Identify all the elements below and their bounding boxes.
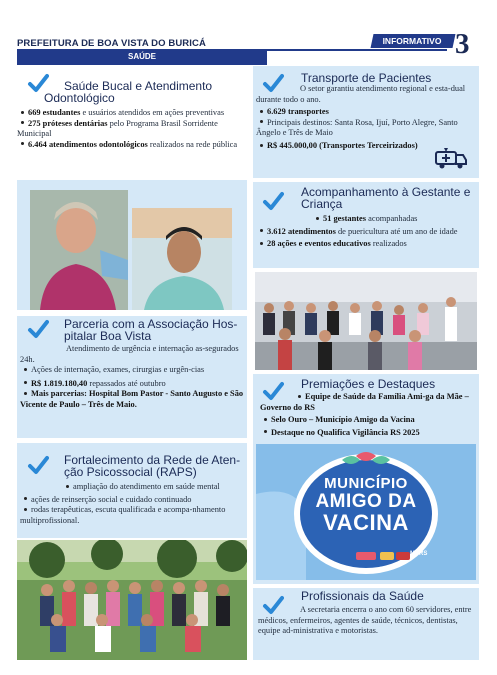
title-line: pitalar Boa Vista [64,329,152,343]
section-title-transporte: Transporte de Pacientes [301,71,432,85]
section-title-parceria [64,318,249,342]
bucal-list [17,108,247,150]
vacina-badge-image [256,444,476,580]
list-item: 51 gestantes acompanhadas [256,214,478,225]
transporte-intro: O setor garantiu atendimento regional e esta-dual durante todo o ano. [256,84,466,104]
list-item: Mais parcerias: Hospital Bom Pastor - Santo Augusto e São Vicente de Paulo – Três de Maio. [20,389,244,409]
list-item: 28 ações e eventos educativos realizados [256,239,478,250]
badge-line: AMIGO DA [315,491,417,512]
list-item: Destaque no Qualifica Vigilância RS 2025 [260,428,476,439]
list-item: R$ 1.819.180,40 repassados até outubro [20,379,244,390]
section-title-gestante [301,186,481,210]
gestante-meeting-photo [255,272,477,370]
list-item: Principais destinos: Santa Rosa, Ijuí, Porto Alegre, Santo Ângelo e Três de Maio [256,117,458,138]
title-line: Criança [301,197,343,211]
list-item: ações de reinserção social e cuidado continuado [20,495,244,506]
parceria-list [20,344,244,411]
title-line: ção Psicossocial (RAPS) [64,465,197,479]
section-bar [17,51,267,65]
badge-line: MUNICÍPIO [324,475,408,492]
raps-group-photo [17,540,247,660]
page-number: 3 [455,28,470,60]
section-title-premiacoes: Premiações e Destaques [301,377,436,391]
list-item: Selo Ouro – Município Amigo da Vacina [260,415,476,426]
patient-photo-woman [30,190,128,310]
header-title: PREFEITURA DE BOA VISTA DO BURICÁ [17,38,206,49]
ambulance-icon [434,146,468,170]
title-line: Fortalecimento da Rede de Aten- [64,453,241,467]
title-line: Saúde Bucal e Atendimento [64,79,213,93]
list-item: 3.612 atendimentos de puericultura até um ano de idade [256,227,478,238]
vacina-badge-text [256,476,476,534]
section-label: SAÚDE [127,52,156,61]
mprs-logo: MPRS [410,551,428,557]
list-item: rodas terapêuticas, escuta qualificada e acompa-nhamento multiprofissional. [20,505,226,525]
check-icon [262,190,284,212]
premiacoes-list [260,392,476,438]
title-line: Acompanhamento à Gestante e [301,185,471,199]
profissionais-text: A secretaria encerra o ano com 60 servidores, entre médicos, enfermeiros, agentes de saúde, técnicos, dentistas, equipe ad-ministrativa e motoristas. [258,605,472,636]
informativo-label: INFORMATIVO [382,36,442,46]
section-title-raps [64,454,249,478]
list-item: Equipe de Saúde da Família Ami-ga da Mãe – Governo do RS [260,392,469,412]
list-item: ampliação do atendimento em saúde mental [20,482,244,493]
section-title-profissionais: Profissionais da Saúde [301,589,424,603]
parceria-intro: Atendimento de urgência e internação as-segurados 24h. [20,344,239,364]
patient-photo-man [132,208,232,310]
check-icon [27,318,49,340]
list-item: 6.464 atendimentos odontológicos realizados na rede pública [17,140,247,151]
title-line: Odontológico [44,91,115,105]
list-item: Ações de internação, exames, cirurgias e urgên-cias [20,365,244,376]
badge-line: VACINA [323,510,409,535]
gestante-list [256,214,478,250]
check-icon [27,454,49,476]
raps-list [20,482,244,526]
list-item: 669 estudantes e usuários atendidos em ações preventivas [17,108,247,119]
list-item: 6.629 transportes [256,107,478,118]
list-item: 275 próteses dentárias pelo Programa Brasil Sorridente Municipal [17,118,218,139]
title-line: Parceria com a Associação Hos- [64,317,238,331]
section-title-bucal [44,79,249,105]
transporte-list [256,84,478,152]
list-item: R$ 445.000,00 (Transportes Terceirizados) [256,141,426,152]
